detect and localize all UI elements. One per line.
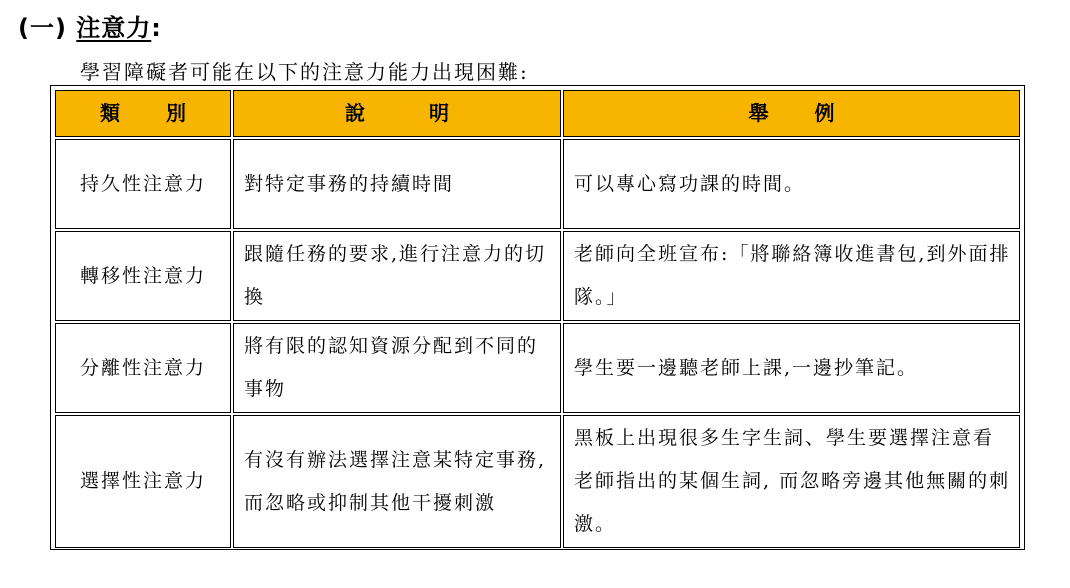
table-header-row: [55, 90, 1020, 137]
header-category-char-1: 類: [100, 101, 120, 125]
header-description-char-1: 說: [345, 101, 365, 125]
header-example-char-1: 舉: [748, 101, 769, 125]
section-colon: :: [151, 14, 162, 42]
cell-description: 對特定事務的持續時間: [233, 139, 561, 229]
attention-table: [53, 88, 1022, 550]
cell-description: 跟隨任務的要求,進行注意力的切換: [233, 231, 561, 321]
table-row: [55, 231, 1020, 321]
header-category: [55, 90, 231, 137]
table-row: [55, 323, 1020, 413]
cell-category: 轉移性注意力: [55, 231, 231, 321]
header-example: [563, 90, 1020, 137]
cell-example: 可以專心寫功課的時間。: [563, 139, 1020, 229]
cell-example: 老師向全班宣布:「將聯絡簿收進書包,到外面排隊。」: [563, 231, 1020, 321]
header-example-char-2: 例: [814, 101, 835, 125]
header-category-char-2: 別: [166, 101, 186, 125]
section-title: 注意力: [76, 14, 152, 42]
section-number: (一): [18, 14, 67, 42]
header-description: [233, 90, 561, 137]
cell-description: 將有限的認知資源分配到不同的事物: [233, 323, 561, 413]
cell-example: 黑板上出現很多生字生詞、學生要選擇注意看老師指出的某個生詞, 而忽略旁邊其他無關的刺激。: [563, 415, 1020, 548]
cell-category: 持久性注意力: [55, 139, 231, 229]
cell-example: 學生要一邊聽老師上課,一邊抄筆記。: [563, 323, 1020, 413]
cell-category: 分離性注意力: [55, 323, 231, 413]
cell-description: 有沒有辦法選擇注意某特定事務,而忽略或抑制其他干擾刺激: [233, 415, 561, 548]
intro-text: 學習障礙者可能在以下的注意力能力出現困難:: [80, 60, 529, 84]
table-row: [55, 415, 1020, 548]
table-row: [55, 139, 1020, 229]
header-description-char-2: 明: [429, 101, 449, 125]
cell-category: 選擇性注意力: [55, 415, 231, 548]
section-heading: [18, 8, 162, 43]
attention-table-frame: [50, 85, 1025, 550]
